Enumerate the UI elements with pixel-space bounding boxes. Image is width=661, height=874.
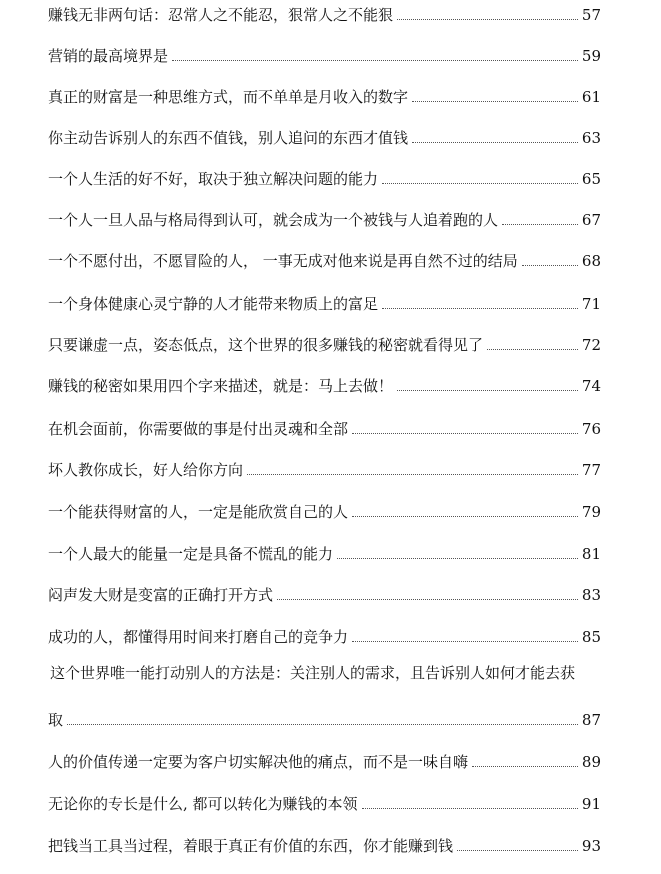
toc-entry[interactable] bbox=[48, 497, 601, 521]
toc-entry[interactable] bbox=[48, 455, 601, 479]
toc-entry-title: 人的价值传递一定要为客户切实解决他的痛点，而不是一味自嗨 bbox=[48, 753, 469, 771]
toc-page-number: 68 bbox=[581, 252, 601, 270]
toc-page-number: 79 bbox=[581, 503, 601, 521]
toc-dot-leader bbox=[172, 60, 578, 61]
toc-entry-title: 一个不愿付出，不愿冒险的人， 一事无成对他来说是再自然不过的结局 bbox=[48, 252, 518, 270]
toc-dot-leader bbox=[277, 599, 578, 600]
toc-entry-title: 一个人生活的好不好，取决于独立解决问题的能力 bbox=[48, 170, 379, 188]
toc-page-number: 83 bbox=[581, 586, 601, 604]
toc-dot-leader bbox=[362, 808, 578, 809]
toc-page-number: 76 bbox=[581, 420, 601, 438]
toc-entry[interactable] bbox=[48, 205, 601, 229]
toc-entry-title: 真正的财富是一种思维方式，而不单单是月收入的数字 bbox=[48, 88, 409, 106]
toc-entry[interactable] bbox=[48, 789, 601, 813]
toc-page-number: 67 bbox=[581, 211, 601, 229]
toc-entry[interactable] bbox=[48, 539, 601, 563]
toc-dot-leader bbox=[397, 390, 578, 391]
toc-page-number: 63 bbox=[581, 129, 601, 147]
toc-entry[interactable] bbox=[48, 831, 601, 855]
toc-entry-title: 无论你的专长是什么, 都可以转化为赚钱的本领 bbox=[48, 795, 358, 813]
toc-dot-leader bbox=[487, 349, 578, 350]
toc-entry[interactable] bbox=[48, 289, 601, 313]
toc-entry-title: 在机会面前，你需要做的事是付出灵魂和全部 bbox=[48, 420, 349, 438]
toc-entry[interactable] bbox=[48, 747, 601, 771]
toc-page-number: 59 bbox=[581, 47, 601, 65]
toc-page-number: 87 bbox=[581, 711, 601, 729]
toc-entry-title: 一个能获得财富的人，一定是能欣赏自己的人 bbox=[48, 503, 349, 521]
toc-dot-leader bbox=[522, 265, 578, 266]
toc-entry-title: 一个人一旦人品与格局得到认可，就会成为一个被钱与人追着跑的人 bbox=[48, 211, 499, 229]
toc-entry[interactable] bbox=[48, 123, 601, 147]
toc-dot-leader bbox=[382, 183, 578, 184]
toc-entry-title: 一个身体健康心灵宁静的人才能带来物质上的富足 bbox=[48, 295, 379, 313]
toc-page-number: 93 bbox=[581, 837, 601, 855]
toc-dot-leader bbox=[352, 641, 578, 642]
toc-page-number: 81 bbox=[581, 545, 601, 563]
toc-entry[interactable] bbox=[48, 41, 601, 65]
toc-dot-leader bbox=[502, 224, 578, 225]
toc-entry[interactable] bbox=[48, 705, 601, 729]
toc-entry-title: 坏人教你成长，好人给你方向 bbox=[48, 461, 244, 479]
toc-dot-leader bbox=[457, 850, 578, 851]
toc-entry-title: 成功的人，都懂得用时间来打磨自己的竞争力 bbox=[48, 628, 349, 646]
toc-entry[interactable] bbox=[48, 330, 601, 354]
toc-entry-title: 营销的最高境界是 bbox=[48, 47, 169, 65]
toc-entry[interactable] bbox=[48, 164, 601, 188]
toc-entry-title-line1[interactable]: 这个世界唯一能打动别人的方法是：关注别人的需求，且告诉别人如何才能去获 bbox=[50, 664, 576, 682]
toc-dot-leader bbox=[247, 474, 578, 475]
toc-entry[interactable] bbox=[48, 371, 601, 395]
toc-page-number: 89 bbox=[581, 753, 601, 771]
toc-entry-title: 只要谦虚一点，姿态低点，这个世界的很多赚钱的秘密就看得见了 bbox=[48, 336, 484, 354]
toc-entry-title: 赚钱无非两句话：忍常人之不能忍，狠常人之不能狠 bbox=[48, 6, 394, 24]
toc-dot-leader bbox=[412, 142, 578, 143]
toc-dot-leader bbox=[352, 516, 578, 517]
toc-entry-title-line2: 取 bbox=[48, 711, 64, 729]
toc-dot-leader bbox=[472, 766, 578, 767]
toc-page-number: 57 bbox=[581, 6, 601, 24]
toc-entry-title: 闷声发大财是变富的正确打开方式 bbox=[48, 586, 274, 604]
toc-dot-leader bbox=[352, 433, 578, 434]
toc-page-number: 61 bbox=[581, 88, 601, 106]
toc-entry-title: 赚钱的秘密如果用四个字来描述，就是：马上去做！ bbox=[48, 377, 394, 395]
toc-entry[interactable] bbox=[48, 0, 601, 24]
toc-entry-title: 一个人最大的能量一定是具备不慌乱的能力 bbox=[48, 545, 334, 563]
toc-page-number: 91 bbox=[581, 795, 601, 813]
toc-page-number: 72 bbox=[581, 336, 601, 354]
toc-entry[interactable] bbox=[48, 414, 601, 438]
toc-entry[interactable] bbox=[48, 622, 601, 646]
toc-dot-leader bbox=[67, 724, 578, 725]
toc-page-number: 85 bbox=[581, 628, 601, 646]
toc-dot-leader bbox=[337, 558, 578, 559]
toc-dot-leader bbox=[382, 308, 578, 309]
toc-page-number: 74 bbox=[581, 377, 601, 395]
toc-page-number: 77 bbox=[581, 461, 601, 479]
toc-dot-leader bbox=[412, 101, 578, 102]
toc-page-number: 65 bbox=[581, 170, 601, 188]
toc-entry-title: 你主动告诉别人的东西不值钱，别人追问的东西才值钱 bbox=[48, 129, 409, 147]
toc-entry[interactable] bbox=[48, 246, 601, 270]
toc-entry[interactable] bbox=[48, 580, 601, 604]
toc-entry-title: 把钱当工具当过程，着眼于真正有价值的东西，你才能赚到钱 bbox=[48, 837, 454, 855]
toc-dot-leader bbox=[397, 19, 578, 20]
toc-page-number: 71 bbox=[581, 295, 601, 313]
toc-entry[interactable] bbox=[48, 82, 601, 106]
